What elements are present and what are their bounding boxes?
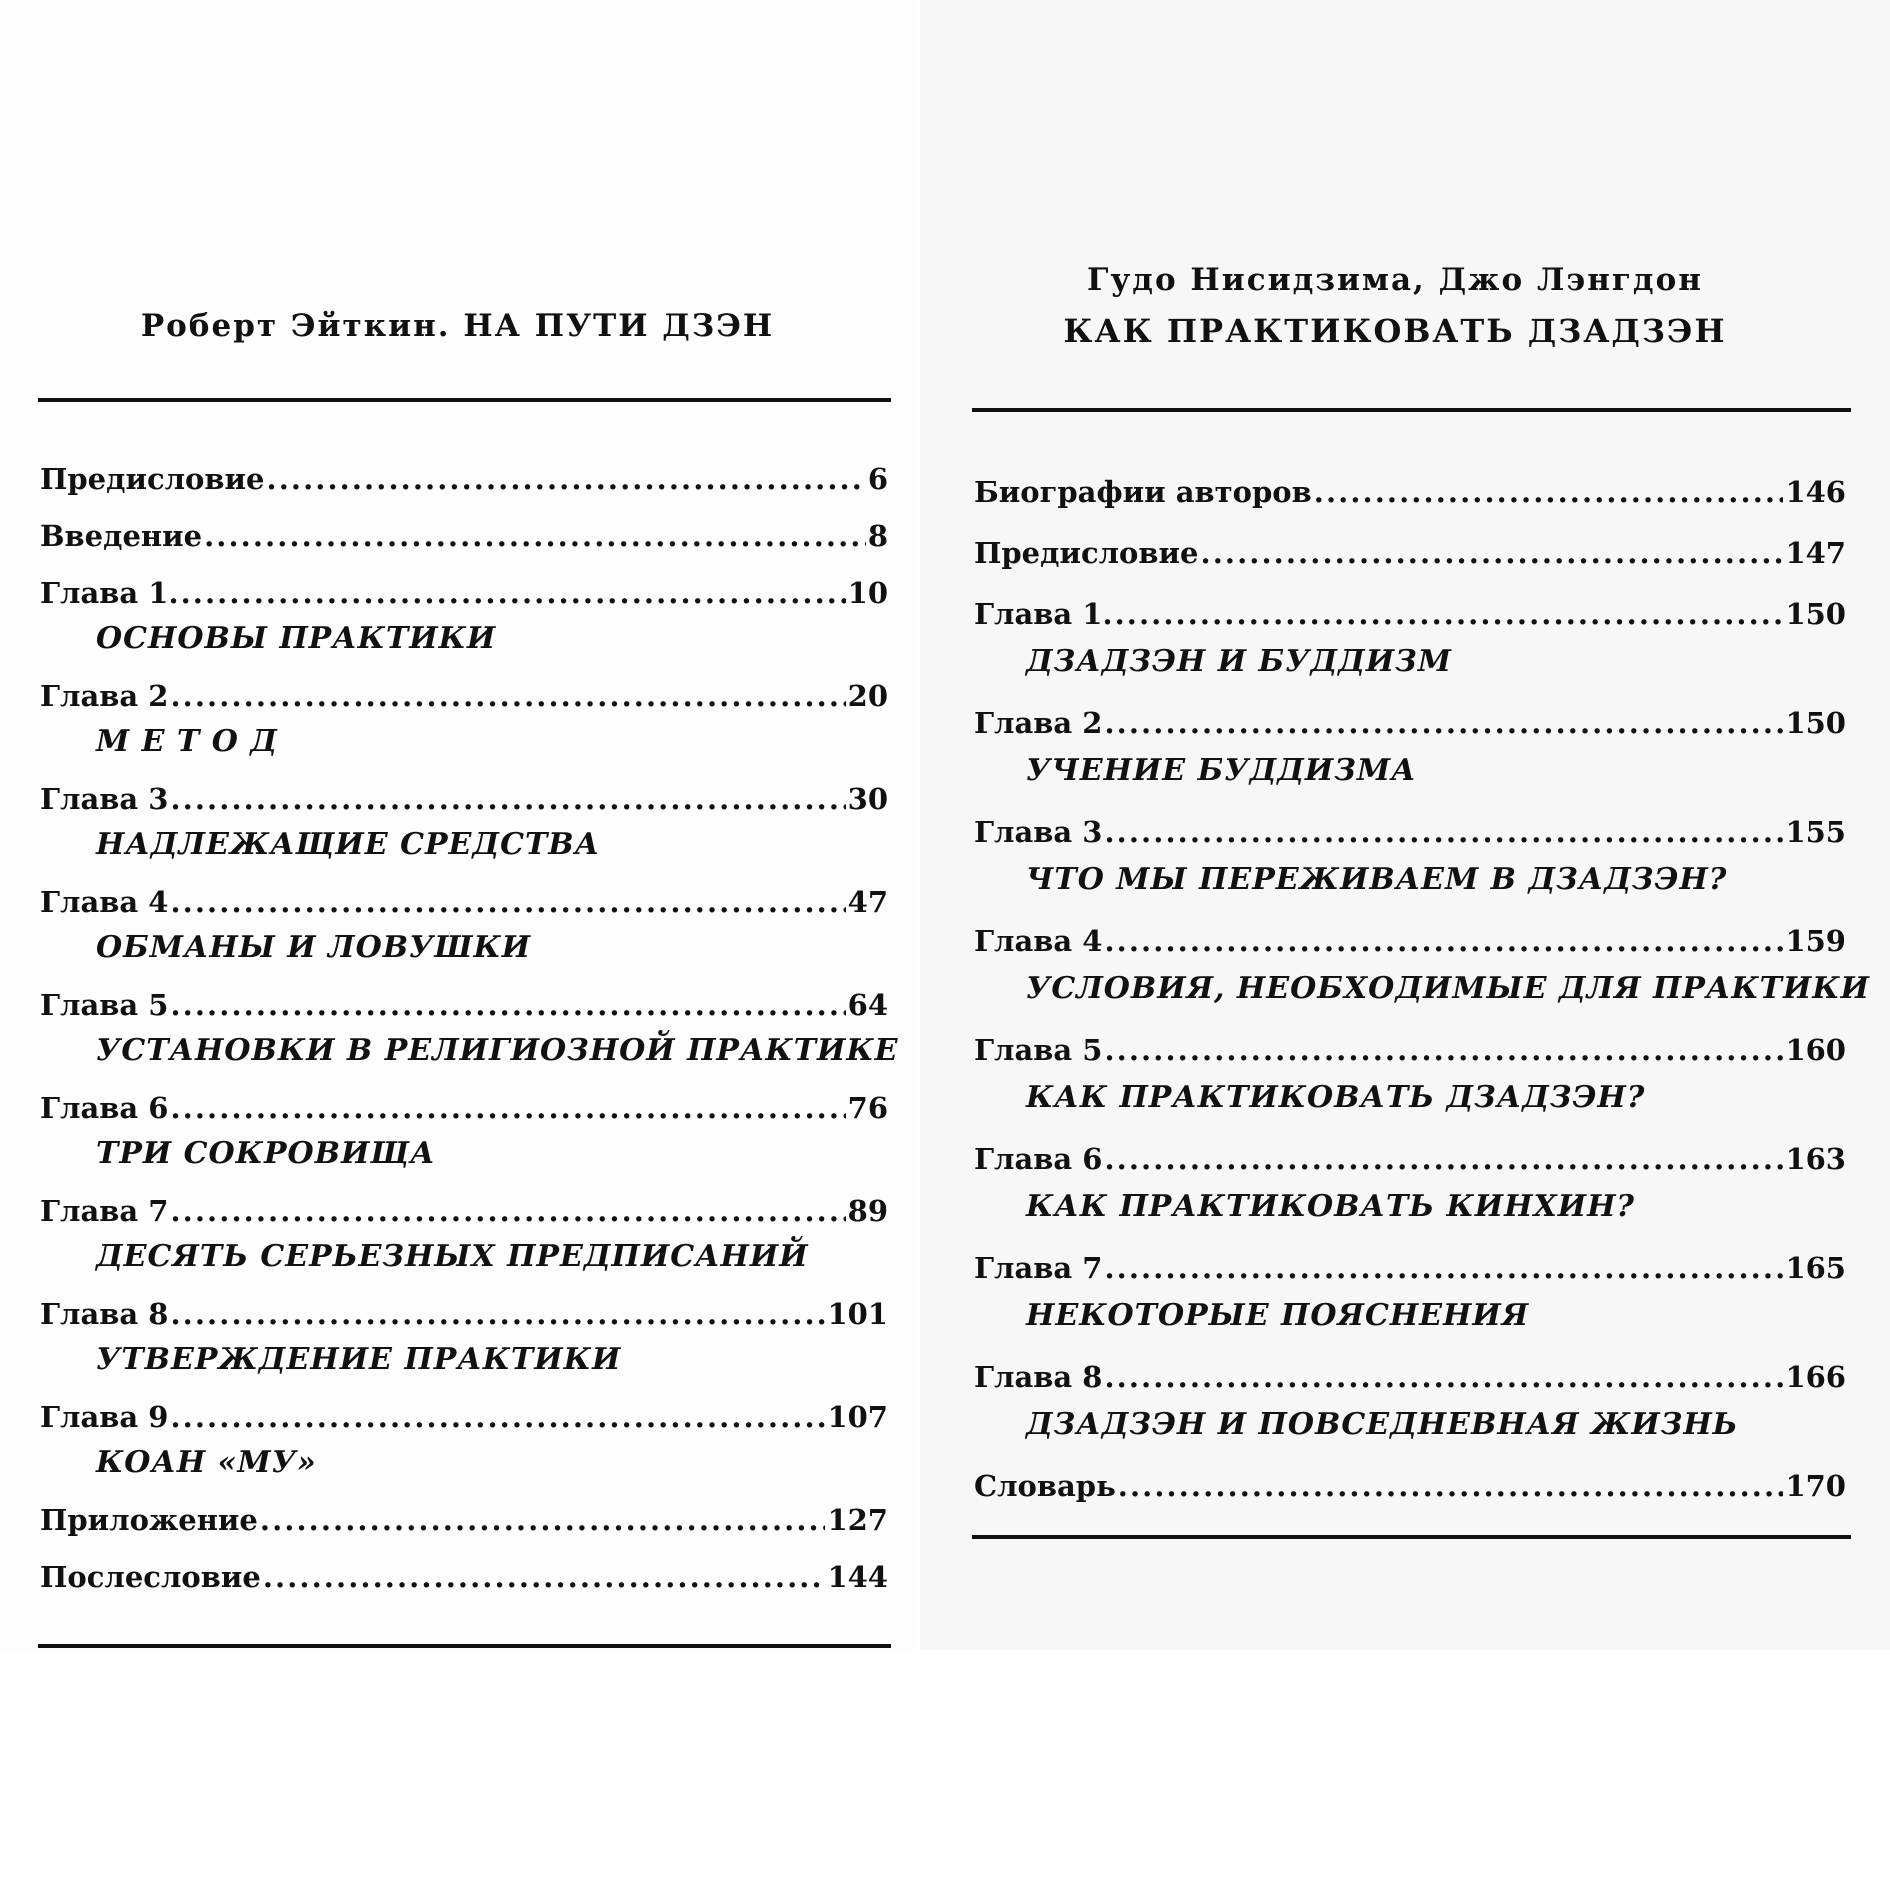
toc-label: Глава 2 (974, 706, 1103, 740)
toc-leader-dots (204, 522, 866, 551)
toc-leader-dots (181, 579, 846, 608)
toc-row (974, 924, 1846, 958)
toc-row (40, 1091, 888, 1125)
toc-row (40, 1503, 888, 1537)
toc-chapter-title: ДЗАДЗЭН И ПОВСЕДНЕВНАЯ ЖИЗНЬ (1026, 1407, 1739, 1442)
toc-entry (974, 475, 1846, 509)
toc-page-number: 107 (827, 1400, 888, 1434)
toc-entry (974, 1033, 1846, 1115)
toc-label: Глава 7 (974, 1251, 1103, 1285)
toc-leader-dots (170, 1094, 845, 1123)
toc-page-number: 147 (1785, 536, 1846, 570)
toc-label: Биографии авторов (974, 475, 1312, 509)
toc-label: Глава 6 (40, 1091, 169, 1125)
toc-leader-dots (260, 1506, 826, 1535)
toc-row (40, 1297, 888, 1331)
toc-entry (40, 519, 888, 553)
toc-chapter-title: КОАН «МУ» (96, 1445, 317, 1480)
toc-row (40, 885, 888, 919)
toc-leader-dots (1104, 1254, 1783, 1283)
toc-leader-dots (170, 1403, 825, 1432)
toc-page-number: 10 (847, 576, 888, 610)
left-toc (40, 462, 899, 1620)
toc-leader-dots (1104, 1036, 1783, 1065)
toc-chapter-title: УСТАНОВКИ В РЕЛИГИОЗНОЙ ПРАКТИКЕ (96, 1033, 899, 1068)
toc-entry (40, 782, 888, 862)
toc-leader-dots (1115, 600, 1784, 629)
toc-entry (974, 924, 1870, 1006)
toc-page-number: 160 (1785, 1033, 1846, 1067)
left-bottom-rule (38, 1644, 891, 1648)
toc-row (40, 462, 888, 496)
toc-page-number: 76 (847, 1091, 888, 1125)
toc-leader-dots (1104, 927, 1783, 956)
toc-entry (974, 1469, 1846, 1503)
toc-page-number: 155 (1785, 815, 1846, 849)
toc-label: Приложение (40, 1503, 258, 1537)
toc-page-number: 146 (1785, 475, 1846, 509)
toc-page-number: 8 (867, 519, 888, 553)
toc-entry (40, 462, 888, 496)
toc-row (974, 1469, 1846, 1503)
toc-label: Предисловие (974, 536, 1199, 570)
toc-page-number: 64 (847, 988, 888, 1022)
toc-chapter-title: ОБМАНЫ И ЛОВУШКИ (96, 930, 532, 965)
toc-row (974, 1142, 1846, 1176)
toc-row (40, 988, 888, 1022)
toc-label: Словарь (974, 1469, 1116, 1503)
toc-label: Глава 3 (40, 782, 169, 816)
toc-page-number: 166 (1785, 1360, 1846, 1394)
toc-page-number: 30 (847, 782, 888, 816)
toc-entry (40, 1297, 888, 1377)
toc-page-number: 6 (867, 462, 888, 496)
toc-chapter-title: ТРИ СОКРОВИЩА (96, 1136, 436, 1171)
toc-chapter-title: НЕКОТОРЫЕ ПОЯСНЕНИЯ (1026, 1298, 1530, 1333)
toc-page-number: 165 (1785, 1251, 1846, 1285)
toc-leader-dots (1104, 1145, 1783, 1174)
toc-page-number: 101 (827, 1297, 888, 1331)
toc-chapter-title: НАДЛЕЖАЩИЕ СРЕДСТВА (96, 827, 601, 862)
toc-page-number: 150 (1785, 706, 1846, 740)
toc-row (40, 1400, 888, 1434)
toc-entry (40, 1560, 888, 1594)
toc-chapter-title: УСЛОВИЯ, НЕОБХОДИМЫЕ ДЛЯ ПРАКТИКИ (1026, 971, 1870, 1006)
toc-leader-dots (1201, 539, 1784, 568)
toc-label: Глава 8 (974, 1360, 1103, 1394)
toc-page-number: 89 (847, 1194, 888, 1228)
right-bottom-rule (972, 1535, 1851, 1539)
toc-entry (974, 536, 1846, 570)
toc-leader-dots (170, 1197, 845, 1226)
toc-chapter-title: УТВЕРЖДЕНИЕ ПРАКТИКИ (96, 1342, 622, 1377)
toc-row (974, 1251, 1846, 1285)
toc-leader-dots (170, 682, 845, 711)
toc-entry (974, 1360, 1846, 1442)
right-page-authors: Гудо Нисидзима, Джо Лэнгдон (1087, 262, 1703, 298)
toc-page-number: 144 (827, 1560, 888, 1594)
right-toc (974, 475, 1870, 1533)
toc-entry (974, 1251, 1846, 1333)
toc-label: Послесловие (40, 1560, 261, 1594)
toc-page-number: 47 (847, 885, 888, 919)
toc-leader-dots (170, 1300, 825, 1329)
toc-leader-dots (267, 465, 866, 494)
toc-chapter-title: КАК ПРАКТИКОВАТЬ ДЗАДЗЭН? (1026, 1080, 1646, 1115)
toc-row (40, 679, 888, 713)
toc-chapter-title: КАК ПРАКТИКОВАТЬ КИНХИН? (1026, 1189, 1636, 1224)
toc-entry (40, 679, 888, 759)
toc-row (40, 782, 888, 816)
toc-entry (974, 815, 1846, 897)
toc-entry (974, 1142, 1846, 1224)
toc-label: Глава 4 (974, 924, 1103, 958)
toc-label: Введение (40, 519, 203, 553)
toc-chapter-title: УЧЕНИЕ БУДДИЗМА (1026, 753, 1417, 788)
right-page (920, 0, 1890, 1650)
toc-row (974, 475, 1846, 509)
toc-label: Глава 5 (974, 1033, 1103, 1067)
left-page (0, 0, 915, 1650)
toc-row (40, 576, 888, 610)
toc-chapter-title: ДЗАДЗЭН И БУДДИЗМ (1026, 644, 1453, 679)
toc-chapter-title: М Е Т О Д (96, 724, 278, 759)
toc-label: Глава 4 (40, 885, 169, 919)
right-page-title: КАК ПРАКТИКОВАТЬ ДЗАДЗЭН (1063, 312, 1727, 350)
toc-label: Глава 8 (40, 1297, 169, 1331)
toc-label: Глава 9 (40, 1400, 169, 1434)
toc-row (974, 706, 1846, 740)
toc-row (974, 536, 1846, 570)
toc-entry (40, 576, 888, 656)
toc-label: Глава 1. (40, 576, 179, 610)
toc-entry (974, 706, 1846, 788)
toc-chapter-title: ЧТО МЫ ПЕРЕЖИВАЕМ В ДЗАДЗЭН? (1026, 862, 1728, 897)
toc-row (40, 1560, 888, 1594)
toc-entry (40, 1091, 888, 1171)
toc-row (974, 1033, 1846, 1067)
toc-row (974, 815, 1846, 849)
toc-label: Глава 5 (40, 988, 169, 1022)
toc-leader-dots (1118, 1472, 1784, 1501)
toc-row (40, 1194, 888, 1228)
toc-row (40, 519, 888, 553)
toc-page-number: 150 (1785, 597, 1846, 631)
toc-chapter-title: ДЕСЯТЬ СЕРЬЕЗНЫХ ПРЕДПИСАНИЙ (96, 1239, 809, 1274)
toc-leader-dots (170, 888, 845, 917)
toc-label: Глава 6 (974, 1142, 1103, 1176)
toc-row (974, 597, 1846, 631)
toc-row (974, 1360, 1846, 1394)
toc-entry (40, 1503, 888, 1537)
toc-page-number: 127 (827, 1503, 888, 1537)
toc-entry (974, 597, 1846, 679)
toc-leader-dots (1104, 818, 1783, 847)
toc-page-number: 159 (1785, 924, 1846, 958)
left-page-title: Роберт Эйткин. НА ПУТИ ДЗЭН (140, 308, 775, 344)
toc-chapter-title: ОСНОВЫ ПРАКТИКИ (96, 621, 497, 656)
toc-entry (40, 885, 888, 965)
toc-leader-dots (263, 1563, 826, 1592)
toc-entry (40, 988, 899, 1068)
toc-label: Глава 1. (974, 597, 1113, 631)
toc-entry (40, 1400, 888, 1480)
toc-label: Предисловие (40, 462, 265, 496)
toc-label: Глава 3 (974, 815, 1103, 849)
toc-page-number: 20 (847, 679, 888, 713)
toc-entry (40, 1194, 888, 1274)
toc-page-number: 163 (1785, 1142, 1846, 1176)
toc-leader-dots (170, 785, 845, 814)
right-top-rule (972, 408, 1851, 412)
toc-label: Глава 2 (40, 679, 169, 713)
toc-leader-dots (170, 991, 845, 1020)
toc-leader-dots (1104, 1363, 1783, 1392)
toc-leader-dots (1314, 478, 1784, 507)
toc-page-number: 170 (1785, 1469, 1846, 1503)
toc-label: Глава 7 (40, 1194, 169, 1228)
left-top-rule (38, 398, 891, 402)
toc-leader-dots (1104, 709, 1783, 738)
